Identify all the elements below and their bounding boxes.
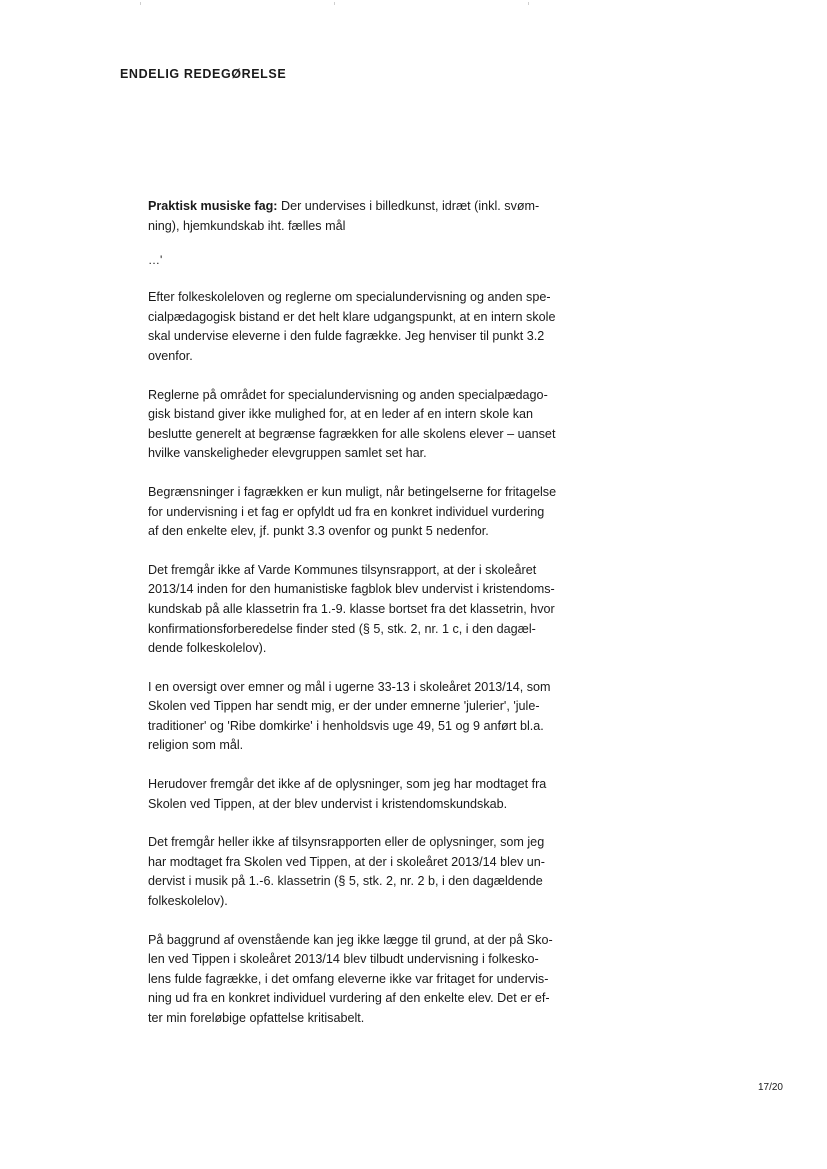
paragraph-line: traditioner' og 'Ribe domkirke' i henholdsvis uge 49, 51 og 9 anført bl.a.	[148, 718, 544, 733]
paragraph-line: af den enkelte elev, jf. punkt 3.3 ovenfor og punkt 5 nedenfor.	[148, 524, 489, 539]
intro-line-1-text: Der undervises i billedkunst, idræt (inkl. svøm-	[277, 199, 540, 213]
paragraph-line: 2013/14 inden for den humanistiske fagblok blev undervist i kristendoms-	[148, 582, 555, 597]
paragraph-line: cialpædagogisk bistand er det helt klare udgangspunkt, at en intern skole	[148, 309, 556, 324]
paragraph-line: I en oversigt over emner og mål i ugerne 33-13 i skoleåret 2013/14, som	[148, 679, 551, 694]
paragraph-line: gisk bistand giver ikke mulighed for, at en leder af en intern skole kan	[148, 407, 534, 422]
paragraph-line: På baggrund af ovenstående kan jeg ikke lægge til grund, at der på Sko-	[148, 932, 553, 947]
paragraph-line: Det fremgår heller ikke af tilsynsrapporten eller de oplysninger, som jeg	[148, 835, 545, 850]
document-body	[148, 197, 588, 1048]
paragraph-line: Efter folkeskoleloven og reglerne om specialundervisning og anden spe-	[148, 290, 551, 305]
body-paragraph	[148, 931, 588, 1029]
body-paragraph	[148, 386, 588, 464]
scan-speck	[334, 2, 335, 5]
paragraph-line: Skolen ved Tippen har sendt mig, er der under emnerne 'julerier', 'jule-	[148, 699, 540, 714]
quote-ellipsis: …'	[148, 253, 163, 268]
paragraph-line: Det fremgår ikke af Varde Kommunes tilsynsrapport, at der i skoleåret	[148, 562, 537, 577]
paragraph-line: skal undervise eleverne i den fulde fagrække. Jeg henviser til punkt 3.2	[148, 329, 545, 344]
body-paragraph	[148, 833, 588, 911]
paragraph-line: beslutte generelt at begrænse fagrækken for alle skolens elever – uanset	[148, 426, 556, 441]
paragraph-line: ning ud fra en konkret individuel vurdering af den enkelte elev. Det er ef-	[148, 991, 550, 1006]
paragraph-line: religion som mål.	[148, 738, 244, 753]
paragraph-line: konfirmationsforberedelse finder sted (§ 5, stk. 2, nr. 1 c, i den dagæl-	[148, 621, 536, 636]
paragraph-line: hvilke vanskeligheder elevgruppen samlet set har.	[148, 446, 427, 461]
intro-label: Praktisk musiske fag:	[148, 199, 278, 213]
scan-speck	[528, 2, 529, 5]
paragraph-line: dervist i musik på 1.-6. klassetrin (§ 5, stk. 2, nr. 2 b, i den dagældende	[148, 874, 543, 889]
paragraph-line: dende folkeskolelov).	[148, 641, 267, 656]
paragraph-line: for undervisning i et fag er opfyldt ud fra en konkret individuel vurdering	[148, 504, 545, 519]
paragraph-line: Herudover fremgår det ikke af de oplysninger, som jeg har modtaget fra	[148, 777, 547, 792]
intro-line-1	[148, 197, 588, 217]
scan-artifacts	[0, 0, 827, 12]
paragraph-line: har modtaget fra Skolen ved Tippen, at der i skoleåret 2013/14 blev un-	[148, 854, 545, 869]
body-paragraph	[148, 561, 588, 659]
scan-speck	[140, 2, 141, 5]
body-paragraph	[148, 288, 588, 366]
paragraph-list	[148, 288, 588, 1028]
body-paragraph	[148, 678, 588, 756]
paragraph-line: folkeskolelov).	[148, 894, 228, 909]
paragraph-line: Begrænsninger i fagrækken er kun muligt, når betingelserne for fritagelse	[148, 484, 557, 499]
paragraph-line: ter min foreløbige opfattelse kritisabelt.	[148, 1011, 365, 1025]
body-paragraph	[148, 775, 588, 814]
body-paragraph	[148, 483, 588, 542]
paragraph-line: Reglerne på området for specialundervisning og anden specialpædago-	[148, 387, 548, 402]
paragraph-line: Skolen ved Tippen, at der blev undervist i kristendomskundskab.	[148, 796, 508, 811]
document-header: ENDELIG REDEGØRELSE	[120, 67, 287, 81]
paragraph-line: kundskab på alle klassetrin fra 1.-9. klasse bortset fra det klassetrin, hvor	[148, 601, 555, 616]
paragraph-line: lens fulde fagrække, i det omfang eleverne ikke var fritaget for undervis-	[148, 971, 549, 986]
page-number: 17/20	[757, 1082, 783, 1093]
intro-paragraph	[148, 197, 588, 236]
paragraph-line: ovenfor.	[148, 348, 193, 363]
paragraph-line: len ved Tippen i skoleåret 2013/14 blev tilbudt undervisning i folkesko-	[148, 952, 539, 967]
intro-line-2: ning), hjemkundskab iht. fælles mål	[148, 218, 346, 233]
